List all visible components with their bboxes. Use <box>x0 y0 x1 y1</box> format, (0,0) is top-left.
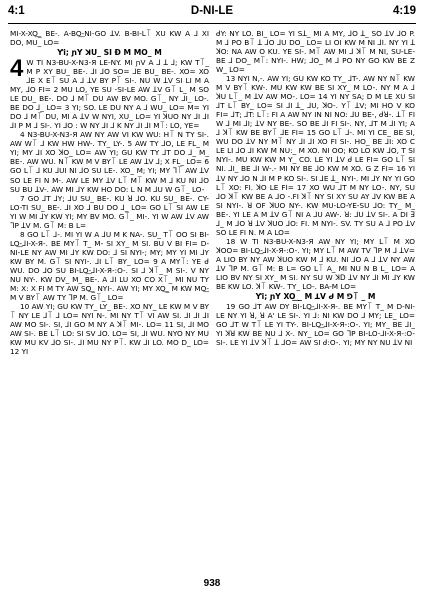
verse-paragraph-13: 13 NYI N,-. AW YI; GU KW KO TY_ ⅃T-. AW NY N꓄ KW M V BY꓄ KW-. MU KW KW BE SI XY_ M LO-. NY M A ⅃ ꓘU L꓄_ M ꓕV AW MO-. LO= 14 YI NY SA; D M LE XU SI ⅃T L꓄ BY_ LO= SI ⅃I ꓕ_ ⅃U, ꓘO-. Y꓄ ꓕV; MI HO V KO FI= ⅃T; ⅃T: L꓄: FI A AW NY IN NI NO: ⅃U BE-, ᑯꓤ-. ꓕ꓄ FI W ⅃ MI ⅃I; ꓕV NY BE-. SO BE ⅃I FI SI-. NY, ⅃T M ⅃I YI; A ⅃ ꓘ꓄ KW BE BY꓄ ⅃E FI= 15 GO L꓄ ⅃-. MI YI CE_ BE SI, WU DO ꓕV NY M꓄ NY ⅃I ⅃I XO FI SI-. HO_ BE ⅃I: XO C LE LI ⅃O ⅃I KW M NU:_ M XO. NI OO; KO LO KW ⅃O, T SI NYI-. MU KW KW M Y_ CO. LE YI ꓕV ᑯ LE FI= GO L꓄ SI NI. ⅃I_ BE ⅃I W-.- MI NY BE ⅃O KW M XO. G Z FI= 16 YI ꓕV NY ⅃O N ⅃I M P KO SI-. SI ⅃E ꓕ_ NYI-. MI ⅃Y NY YI GO L꓄ XO: FI. ꓘO LE FI= 17 XO WU ⅃T M NY LO-. NY, SU ⅃O ꓘ꓄ KW BE A ⅃O -.FI ꓘ꓄ NY SI XY SU AY ⅃V KW BE A SI NYI-. ꓤ OF ꓘUO NY-. KW MU-LO-YE-SU ⅃O: TY_ M_ BE-. YI LE A M ꓕV G꓄ NI A ⅃U AW-. ꓤ: ⅃U ꓕV SI-. A DI ꓱ ⅃_ M ⅃O ꓤ ꓕV ꓘUO ⅃O: FI. M NYI-. SV. TY SU A ⅃ PO ꓕV SO LE FI N. M A LO= <box>216 74 415 237</box>
chapter-number-dropcap: 4 <box>10 55 24 83</box>
verse-paragraph-10: 10 AW YI; GU KW TY_ LY_ BE-. XO NY_ LE KW M V BY꓄ NY LE ⅃꓄ ⅃ LO= NYI N-. MI NY T꓄ VI AW SI. ⅃I ⅃I ⅃I AW MO SI-. SI, ⅃I GO M NY A ꓘ꓄ MI-. LO= 11 SI, ⅃I MO AW SI-. BE L꓄ LO: SI SV ⅃O. LO= SI, ⅃I WU. NYO NY MU KW MU KV ⅃O SI-. ⅃I MU NY P꓄. KW ⅃I LO. MO D_ LO= 12 YI <box>10 301 209 357</box>
chapter-3-closing-text: MI-X-XO͟_ BE-. A-BO͟-NI-GO ꓕV. B-BI-L꓄ XU KW A ⅃ XI DO, MU_ LO= <box>10 29 209 48</box>
section-heading-right: Ƴi; ɲY XO͟ _ M ꓕV ᑯ M ꓨ꓄ _ M <box>255 291 376 301</box>
header-rule <box>8 23 416 24</box>
verse-paragraph-7: 7 GO ⅃T ⅃Y; ⅃U SU_ BE-. KU ꓤ ⅃O. KU SU_ BE-. CY-LO-TI SU_ BE-. ⅃I XO ⅃ BU DO ⅃_ LO= GO L꓄ SI AW LE YI W MI ⅃Y KW YI; MY BV MO. G꓄_ MI-. YI W AW ꓕV AW ᒣP ꓕV M. G꓄ M: B L= <box>10 193 209 230</box>
verse-paragraph-12-continued: ᑯY: NY LO. BI_ LO= YI Sꓕ_ MI A MY, ⅃O ꓕ_ SO ꓕV ⅃O P. M ⅃ PO B꓄ ꓕ ⅃O ⅃U DO_ LO= LI OI KW M NI ⅃I. NY YI ꓕ ꓘO: NA AW O KU. YE SI-. M꓄ AW MI ⅃ ꓘ꓄ M NI, SU-LE-BE ⅃ DO_ M꓄: NYI-. HW; ⅃O_ M ⅃ PO NY GO KW BE Z W_ LO= <box>216 29 415 75</box>
header-left-reference: 4:1 <box>8 5 25 17</box>
left-column <box>10 29 209 572</box>
page-number: 938 <box>203 578 221 589</box>
verse-paragraph-18: 18 W TI N3-BU-X-N3-Я AW NY YI; MY L꓄ M XO ꓘOO= BI-LO͟-⅃I-X-Я-:O-. YI; MY L꓄ M AW TV ᒣP M ⅃ ꓕV= A LIO BY NY AW ꓘUO KW M ⅃ KU. NI ⅃O A ⅃ ꓕV NY AW ꓕV ᒣP M. G꓄ M: B L= GO L꓄ A_ MI NU N B L_ LO= A LIO BV NY SI XY_ M SI. NY SU W ꓘꓓ ꓕV NY ⅃I MI ⅃Y KW BE KW LO. ꓘ꓄ KW-. TY_ LO-. BA-M LO= <box>216 236 415 291</box>
chapter-4-intro-text: W TI N3-BU-X-N3-Я LE-NY. MI ɲV A ⅃ ꓕ ⅃; KW T꓄_ M P XY BU_ BE-. ⅃I ⅃O SO= ⅃E BU_ BE-. XO= XO ⅃E X E꓄ SU A ⅃ ꓕV BY P꓄ SI-. NU W ꓕV SI LI M A MY, ⅃O FI= 2 MU LO, YE SU -SI-LE AW ꓕV G꓄ L_ M SO LE DU_ BE-. DO ⅃ M꓄ DU AW BV MO. G꓄_ NY ⅃I_ LO-. BE DO ⅃_ LO= 3 YI; SO. LE DU NY A ⅃ WU_ LO= M= YI DO ⅃ M꓄ DU, MI A ꓕV W NYI, XU_ LO= YI ꓘUO NY ⅃I ⅃I ⅃I P M ⅃ SI-. YI ⅃O : W NY ⅃I ⅃ K NY ⅃I ⅃I M꓄: LO, YE= <box>10 58 209 131</box>
verse-paragraph-8: 8 GO L꓄ ⅃-. MI YI W A ⅃U M K NA-. SU_ T꓄ OO SI BI-LO͟-⅃I-X-Я-. BE MY꓄ T_ M- SI XY_ M SI. BU V BI FI= D-NI-LE NY AW MI ⅃Y KW DO: ⅃ SI NYI-; MY; MY YI MI ⅃Y KW BY M. G꓄ SI NYI-. ⅃I L꓄ BY_ LO= 9 A MY꓄: YE ᑯ WU. DO ⅃O SU BI-LO͟-⅃I-X-Я-:O-. SI ⅃ ꓘ꓄_ M SI-. V NY NU NY-. KW DV_ M_ BE-. A ⅃I LU XO CO X꓄_ MI NU TY M: X: X FI M TY AW SO͟_ NYI-. AW YI; MY XO͟_ M KW MO͟- M V BY꓄ AW TY ᒣP M. G꓄_ LO= <box>10 229 209 302</box>
right-column <box>216 29 415 572</box>
chapter-4-opening <box>10 55 209 131</box>
page-header <box>8 5 416 21</box>
verse-paragraph-4: 4 N3-BU-X-N3-Я AW NY AW VI KW WU: H꓄ N TY SI-. AW W꓄ ⅃ KW HW HW-. TY_ LY-. 5 AW TY ⅃O, LE FL_ M YI; MY ⅃I XO ꓘO_ LO= AW YI; GU KW TY ⅃T DO ⅃_ M_ BE-. AW WU. N꓄ KW M V BY꓄ LE AW ꓕV ⅃; X FL_ LO= 6 GO L꓄ ⅃ KU ⅃UI NI ⅃O SU LE-. XO_ M; YI; MY ᒣ꓄ AW ꓕV SO LE FI N M-. AW LE MY ꓕV L꓄ M꓄ KW M ⅃ KU NI ⅃O SU BU ꓕV-. AW MI ⅃Y KW HO DO: L N M ⅃U W G꓄_ LO- <box>10 130 209 194</box>
header-book-title: D-NI-LE <box>190 5 234 17</box>
section-heading: Ƴi; ɲY ꓘU_ SI Ð M MO_ M <box>57 48 162 58</box>
verse-paragraph-19: 19 GO ⅃T AW DY BI-LO͟-⅃I-X-Я-. BE MY꓄ T_ M D-NI-LE NY YI ꓤ, ꓤ A' LE SI-. YI ⅃: NI KW DO ⅃ MY; LE_ LO= GO ⅃T W T꓄ LE YI TY-. BI-LO͟-⅃I-X-Я-:O-. YI; MY_ BE ⅃I_ YI ꓘꓤ KW BE NU ⅃ X-. NY_ LO= GO ᒣP BI-LO-⅃I-X-Я-:O- SI-. LE YI ꓕV ꓘ꓄ ꓕ ⅃O= AW SI ᑯ:O-. YI; MY NY NU ꓕV NI <box>216 301 415 348</box>
header-right-reference: 4:19 <box>392 5 416 17</box>
